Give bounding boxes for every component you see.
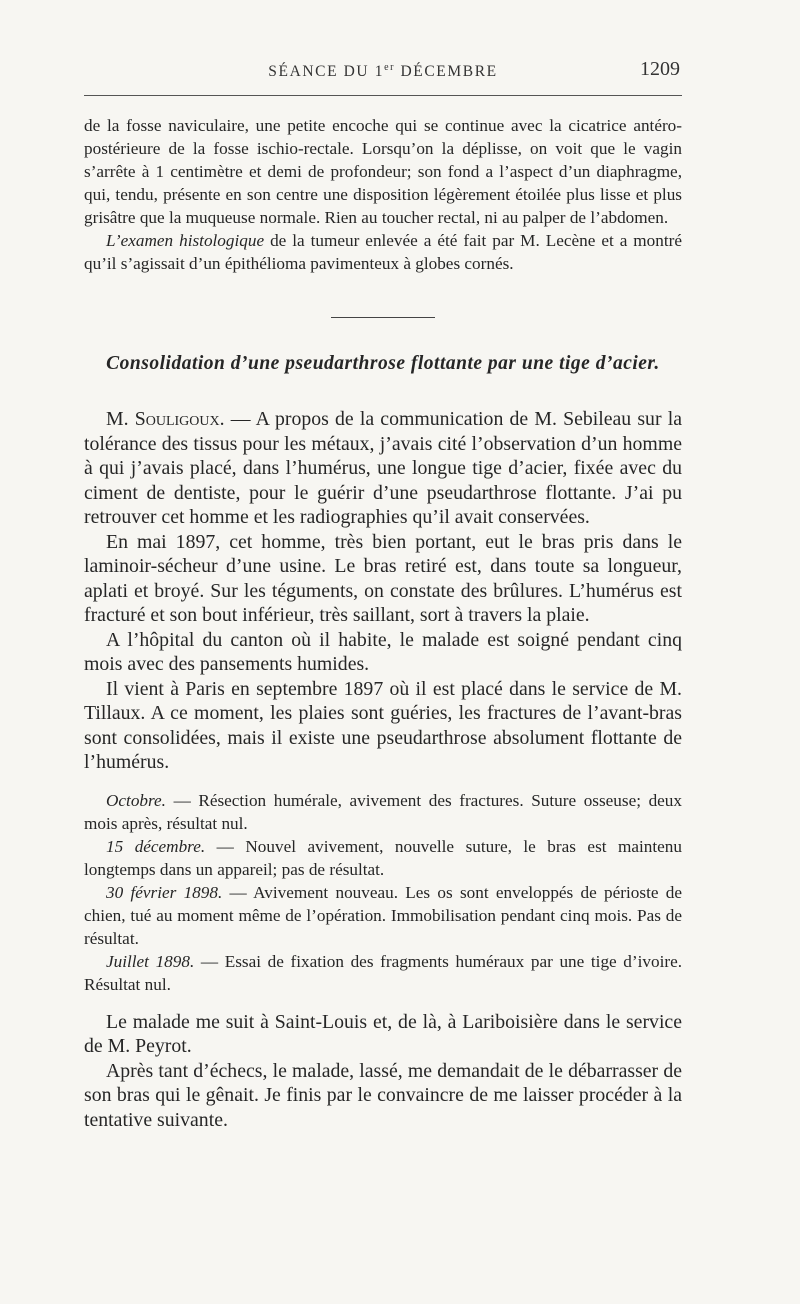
section-paragraph-2: En mai 1897, cet homme, très bien portant, eut le bras pris dans le laminoir-sécheur d’une usine. Le bras retiré est, dans toute sa longueur, aplati et broyé. Sur les téguments, on constate des brûlures. L’humérus est fracturé et son bout inférieur, très saillant, sort à travers la plaie. [84, 530, 682, 626]
author-name: Souligoux [134, 408, 220, 430]
running-head-part-a: SÉANCE DU 1 [268, 63, 385, 81]
closing-paragraph-2: Après tant d’échecs, le malade, lassé, me demandait de le débarrasser de son bras qui le gênait. Je finis par le convaincre de me laisser procéder à la tentative suivante. [84, 1059, 682, 1131]
page-number: 1209 [640, 58, 680, 80]
intro-paragraph-2-text: de la tumeur enlevée a été fait par M. Lecène et a montré qu’il s’agissait d’un épithélioma pavimenteux à globes cornés. [84, 231, 682, 273]
header-rule [84, 95, 682, 96]
note-text: — Résection humérale, avivement des fractures. Suture osseuse; deux mois après, résultat nul. [84, 790, 682, 833]
running-head [84, 62, 682, 81]
note-date: Octobre. [106, 790, 166, 810]
note-item [84, 950, 682, 996]
section-separator [331, 317, 435, 318]
section-paragraph-1 [84, 407, 682, 530]
section-paragraph-4: Il vient à Paris en septembre 1897 où il est placé dans le service de M. Tillaux. A ce moment, les plaies sont guéries, les fractures de l’avant-bras sont consolidées, mais il existe une pseudarthrose absolument flottante de l’humérus. [84, 677, 682, 773]
section-paragraph-3: A l’hôpital du canton où il habite, le malade est soigné pendant cinq mois avec des pansements humides. [84, 628, 682, 675]
note-date: 30 février 1898. [106, 882, 223, 902]
closing-paragraph-1: Le malade me suit à Saint-Louis et, de là, à Lariboisière dans le service de M. Peyrot. [84, 1010, 682, 1057]
closing-section [84, 1010, 682, 1133]
author-prefix: M. [106, 408, 135, 430]
running-head-superscript: er [384, 62, 396, 73]
note-text: — Nouvel avivement, nouvelle suture, le bras est maintenu longtemps dans un appareil; pas de résultat. [84, 836, 682, 879]
section-title: Consolidation d’une pseudarthrose flottante par une tige d’acier. [106, 353, 660, 374]
section-paragraph-1-text: . — A propos de la communication de M. Sebileau sur la tolérance des tissus pour les métaux, j’avais cité l’observation d’un homme à qui j’avais placé, dans l’humérus, une longue tige d’acier, fixée avec du ciment de dentiste, pour le guérir d’une pseudarthrose flottante. J’ai pu retrouver cet homme et les radiographies qu’il avait conservées. [84, 408, 682, 528]
note-item [84, 789, 682, 835]
note-item [84, 881, 682, 950]
note-text: — Avivement nouveau. Les os sont enveloppés de périoste de chien, tué au moment même de l’opération. Immobilisation pendant cinq mois. Pas de résultat. [84, 882, 682, 948]
chronology-notes [84, 789, 682, 996]
running-head-part-b: DÉCEMBRE [395, 63, 498, 81]
page-header [84, 58, 682, 86]
note-date: Juillet 1898. [106, 951, 195, 971]
page [84, 58, 682, 1132]
intro-paragraph-2 [84, 229, 682, 275]
intro-paragraph-1: de la fosse naviculaire, une petite encoche qui se continue avec la cicatrice antéro-postérieure de la fosse ischio-rectale. Lorsqu’on la déplisse, on voit que le vagin s’arrête à 1 centimètre et demi de profondeur; son fond a l’aspect d’un diaphragme, qui, tendu, présente en son centre une disposition légèrement étoilée plus lisse et plus grisâtre que la muqueuse normale. Rien au toucher rectal, ni au palper de l’abdomen. [84, 116, 682, 227]
note-date: 15 décembre. [106, 836, 206, 856]
note-item [84, 835, 682, 881]
note-text: — Essai de fixation des fragments huméraux par une tige d’ivoire. Résultat nul. [84, 951, 683, 994]
intro-italic-phrase: L’examen histologique [106, 231, 265, 250]
